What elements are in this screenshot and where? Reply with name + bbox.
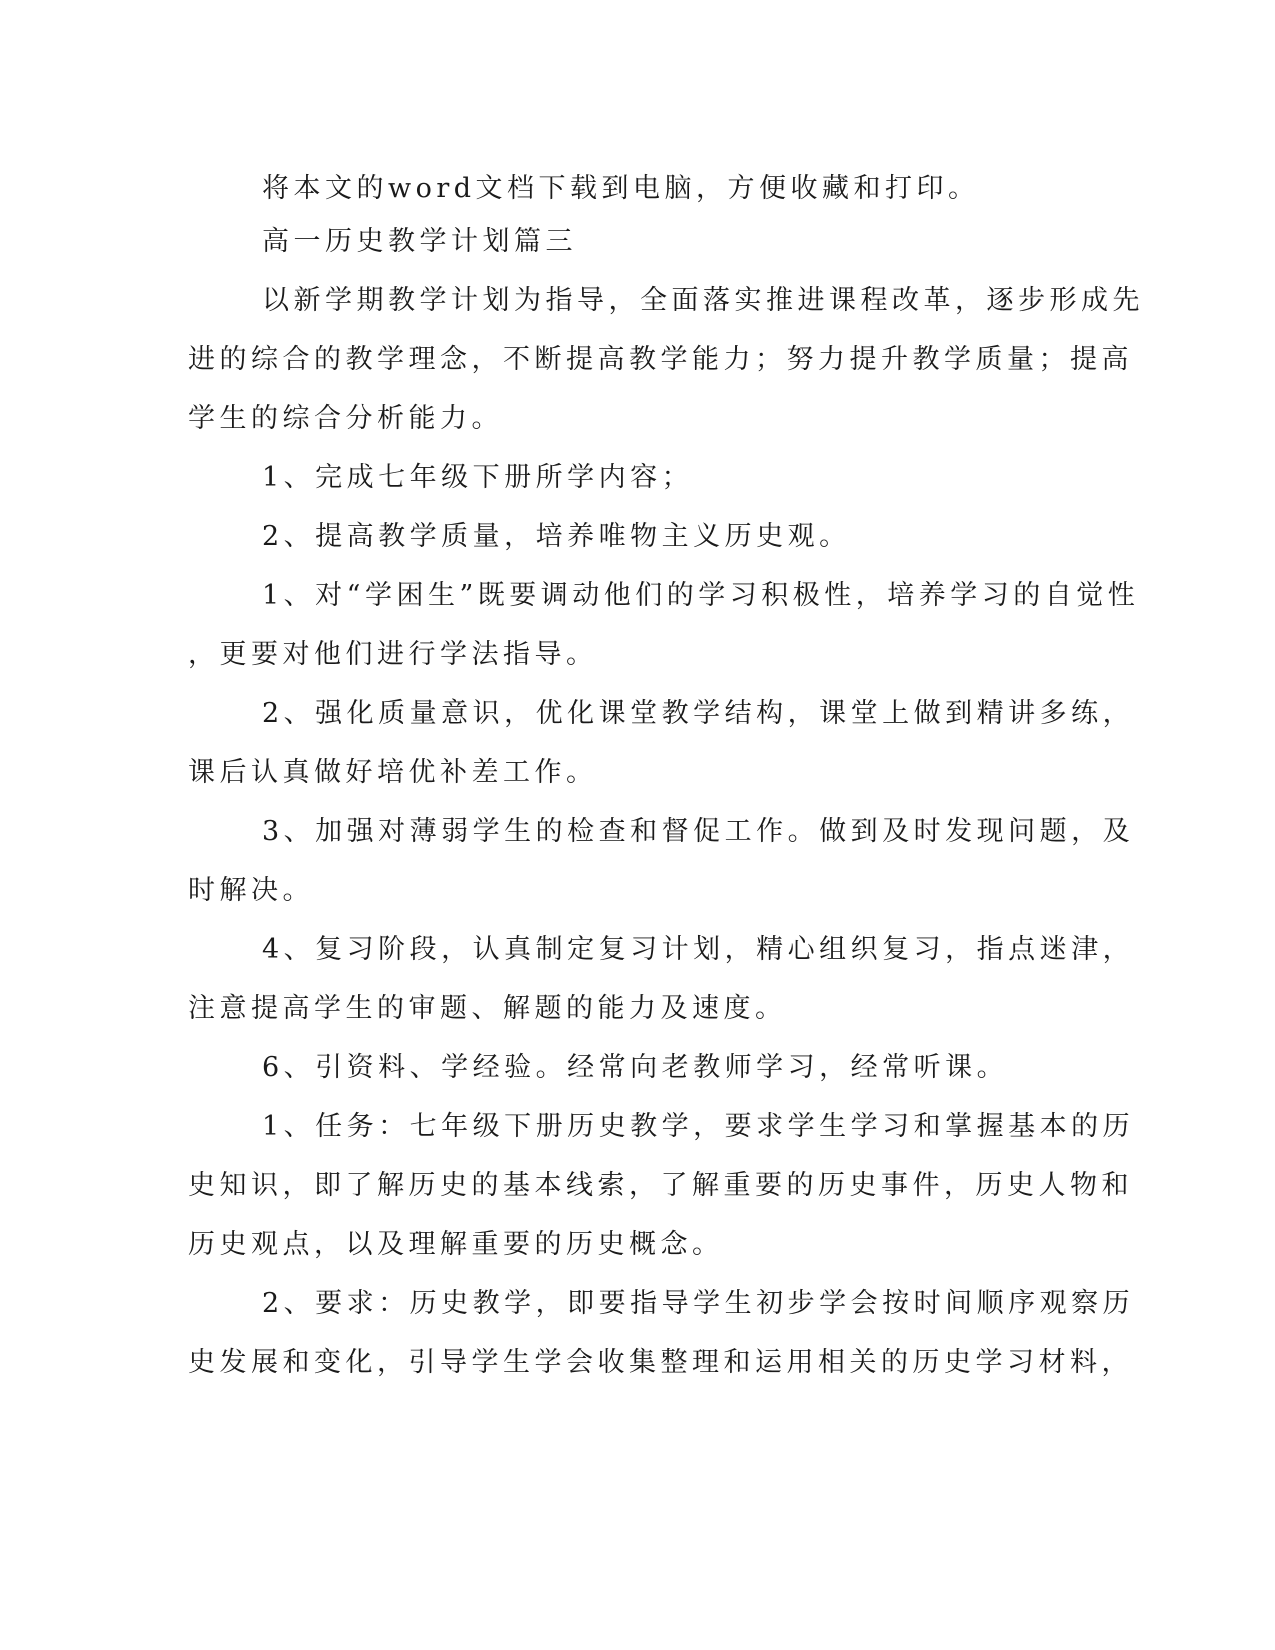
list-item-task-line-2: 史知识，即了解历史的基本线索，了解重要的历史事件，历史人物和	[188, 1170, 1133, 1201]
list-item-measure-3-line-2: 时解决。	[188, 875, 314, 906]
list-item-measure-2-line-1: 2、强化质量意识，优化课堂教学结构，课堂上做到精讲多练，	[262, 698, 1135, 729]
list-item-measure-4-line-1: 4、复习阶段，认真制定复习计划，精心组织复习，指点迷津，	[262, 934, 1135, 965]
list-item-requirement-line-2: 史发展和变化，引导学生学会收集整理和运用相关的历史学习材料，	[188, 1347, 1133, 1378]
list-item-measure-3-line-1: 3、加强对薄弱学生的检查和督促工作。做到及时发现问题，及	[262, 816, 1135, 847]
paragraph-intro-line-1: 以新学期教学计划为指导，全面落实推进课程改革，逐步形成先	[262, 285, 1144, 316]
list-item-goal-2: 2、提高教学质量，培养唯物主义历史观。	[262, 521, 851, 552]
list-item-measure-1-line-2: ，更要对他们进行学法指导。	[188, 639, 598, 670]
list-item-measure-6: 6、引资料、学经验。经常向老教师学习，经常听课。	[262, 1052, 1009, 1083]
list-item-measure-1-line-1: 1、对“学困生”既要调动他们的学习积极性，培养学习的自觉性	[262, 580, 1140, 611]
list-item-measure-4-line-2: 注意提高学生的审题、解题的能力及速度。	[188, 993, 787, 1024]
list-item-task-line-3: 历史观点，以及理解重要的历史概念。	[188, 1229, 724, 1260]
list-item-goal-1: 1、完成七年级下册所学内容；	[262, 462, 694, 493]
paragraph-intro-line-2: 进的综合的教学理念，不断提高教学能力；努力提升教学质量；提高	[188, 344, 1133, 375]
paragraph-intro-line-3: 学生的综合分析能力。	[188, 403, 503, 434]
list-item-task-line-1: 1、任务：七年级下册历史教学，要求学生学习和掌握基本的历	[262, 1111, 1135, 1142]
list-item-measure-2-line-2: 课后认真做好培优补差工作。	[188, 757, 598, 788]
paragraph-download-note: 将本文的word文档下载到电脑，方便收藏和打印。	[262, 173, 980, 204]
section-heading: 高一历史教学计划篇三	[262, 226, 577, 257]
list-item-requirement-line-1: 2、要求：历史教学，即要指导学生初步学会按时间顺序观察历	[262, 1288, 1135, 1319]
